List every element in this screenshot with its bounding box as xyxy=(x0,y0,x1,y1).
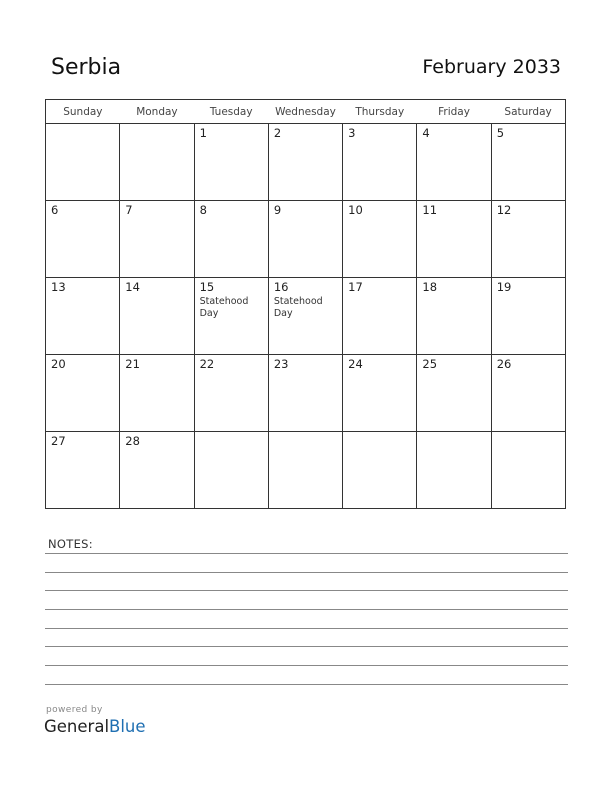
day-cell xyxy=(120,278,194,355)
day-number: 20 xyxy=(51,357,66,371)
calendar-grid xyxy=(45,99,566,509)
day-number: 22 xyxy=(199,357,215,371)
notes-label: NOTES: xyxy=(48,537,93,551)
day-cell xyxy=(268,355,342,432)
day-cell xyxy=(268,124,342,201)
day-cell xyxy=(120,432,194,509)
day-number: 11 xyxy=(422,203,438,217)
day-cell xyxy=(268,432,342,509)
day-cell xyxy=(120,355,194,432)
generalblue-logo[interactable] xyxy=(44,717,146,736)
day-cell xyxy=(491,201,565,278)
day-number: 8 xyxy=(199,203,207,217)
brand-general: General xyxy=(44,717,110,736)
day-cell xyxy=(343,432,417,509)
notes-line xyxy=(45,684,568,685)
day-number: 16 xyxy=(273,280,289,294)
weekday-header: Saturday xyxy=(491,100,565,124)
weekday-header: Friday xyxy=(417,100,491,124)
day-cell xyxy=(194,355,268,432)
day-cell xyxy=(268,201,342,278)
day-cell xyxy=(46,355,120,432)
day-cell xyxy=(194,432,268,509)
day-cell xyxy=(417,432,491,509)
day-cell xyxy=(343,278,417,355)
day-number: 9 xyxy=(273,203,282,217)
day-number: 10 xyxy=(348,203,363,217)
notes-line xyxy=(45,628,568,629)
day-number: 4 xyxy=(422,126,430,140)
weekday-header: Monday xyxy=(120,100,194,124)
day-number: 3 xyxy=(348,126,356,140)
day-number: 23 xyxy=(273,357,289,371)
day-cell xyxy=(491,432,565,509)
day-number: 2 xyxy=(273,126,282,140)
day-cell xyxy=(417,124,491,201)
powered-by-text: powered by xyxy=(46,705,103,715)
day-cell xyxy=(343,124,417,201)
weekday-header: Wednesday xyxy=(268,100,342,124)
day-number: 18 xyxy=(422,280,438,294)
day-cell xyxy=(194,124,268,201)
day-number: 28 xyxy=(125,434,140,448)
day-cell xyxy=(343,201,417,278)
day-cell xyxy=(46,201,120,278)
day-cell xyxy=(491,124,565,201)
notes-line xyxy=(45,572,568,573)
weekday-header-row xyxy=(46,100,566,124)
day-cell xyxy=(120,201,194,278)
week-row xyxy=(46,124,566,201)
day-number: 19 xyxy=(496,280,512,294)
day-number: 14 xyxy=(125,280,140,294)
day-cell xyxy=(194,278,268,355)
day-cell xyxy=(268,278,342,355)
day-cell xyxy=(46,432,120,509)
notes-line xyxy=(45,553,568,554)
week-row xyxy=(46,355,566,432)
country-title: Serbia xyxy=(51,55,122,80)
day-number: 7 xyxy=(125,203,133,217)
weekday-header: Tuesday xyxy=(194,100,268,124)
holiday-label: Statehood Day xyxy=(199,296,249,319)
notes-line xyxy=(45,665,568,666)
day-cell xyxy=(120,124,194,201)
notes-line xyxy=(45,646,568,647)
day-number: 6 xyxy=(51,203,59,217)
week-row xyxy=(46,201,566,278)
weekday-header: Thursday xyxy=(343,100,417,124)
week-row xyxy=(46,432,566,509)
day-cell xyxy=(417,278,491,355)
day-cell xyxy=(417,355,491,432)
day-cell xyxy=(491,278,565,355)
day-number: 25 xyxy=(422,357,438,371)
notes-line xyxy=(45,590,568,591)
day-cell xyxy=(343,355,417,432)
day-number: 5 xyxy=(496,126,505,140)
week-row xyxy=(46,278,566,355)
day-cell xyxy=(46,278,120,355)
holiday-label: Statehood Day xyxy=(273,296,323,319)
day-number: 12 xyxy=(496,203,512,217)
day-cell xyxy=(46,124,120,201)
month-year-title: February 2033 xyxy=(422,56,561,78)
day-number: 26 xyxy=(496,357,512,371)
weekday-header: Sunday xyxy=(46,100,120,124)
day-number: 21 xyxy=(125,357,140,371)
notes-line xyxy=(45,609,568,610)
day-cell xyxy=(491,355,565,432)
day-cell xyxy=(194,201,268,278)
day-number: 24 xyxy=(348,357,363,371)
day-number: 13 xyxy=(51,280,66,294)
brand-blue: Blue xyxy=(109,717,146,736)
day-number: 15 xyxy=(199,280,215,294)
day-cell xyxy=(417,201,491,278)
day-number: 17 xyxy=(348,280,363,294)
day-number: 27 xyxy=(51,434,66,448)
day-number: 1 xyxy=(199,126,207,140)
